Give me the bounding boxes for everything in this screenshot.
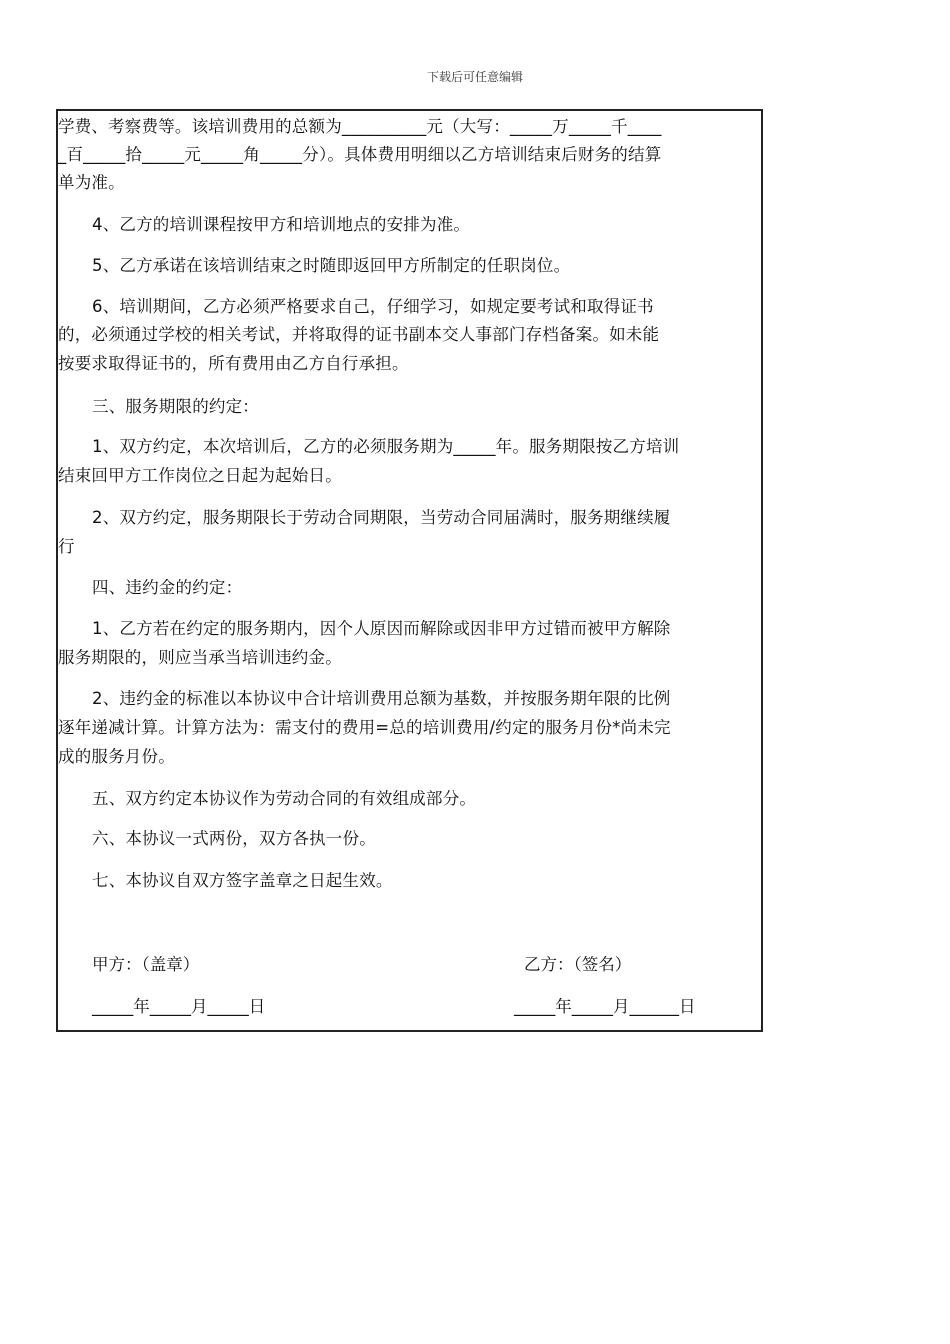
party-a-seal-label: 甲方：（盖章） — [92, 955, 200, 974]
fee-paragraph-line-1: 学费、考察费等。该培训费用的总额为__________元（大写：_____万_____千____ — [58, 117, 662, 136]
clause-6-line-1: 6、培训期间，乙方必须严格要求自己，仔细学习，如规定要考试和取得证书 — [92, 297, 654, 316]
section-3-item-2-line-2: 行 — [58, 537, 75, 556]
section-4-item-1-line-2: 服务期限的，则应当承当培训违约金。 — [58, 648, 342, 667]
section-6-heading: 六、本协议一式两份，双方各执一份。 — [92, 829, 376, 848]
party-b-signature-label: 乙方：（签名） — [524, 955, 632, 974]
party-b-date: _____年_____月______日 — [514, 997, 696, 1016]
clause-4: 4、乙方的培训课程按甲方和培训地点的安排为准。 — [92, 215, 471, 234]
fee-paragraph-line-2: _百_____拾_____元_____角_____分）。具体费用明细以乙方培训结束后财务的结算 — [58, 145, 662, 164]
section-3-item-1-line-1: 1、双方约定，本次培训后，乙方的必须服务期为_____年。服务期限按乙方培训 — [92, 437, 680, 456]
section-3-heading: 三、服务期限的约定： — [92, 397, 259, 416]
header-note: 下载后可任意编辑 — [426, 70, 523, 84]
clause-6-line-2: 的，必须通过学校的相关考试，并将取得的证书副本交人事部门存档备案。如未能 — [58, 325, 660, 344]
section-4-item-2-line-3: 成的服务月份。 — [58, 747, 175, 766]
agreement-body — [56, 109, 763, 1032]
party-a-date: _____年_____月_____日 — [92, 997, 266, 1016]
section-3-item-1-line-2: 结束回甲方工作岗位之日起为起始日。 — [58, 466, 342, 485]
section-5-heading: 五、双方约定本协议作为劳动合同的有效组成部分。 — [92, 789, 477, 808]
section-4-item-2-line-2: 逐年递减计算。计算方法为：需支付的费用=总的培训费用/约定的服务月份*尚未完 — [58, 718, 671, 737]
fee-paragraph-line-3: 单为准。 — [58, 173, 125, 192]
clause-6-line-3: 按要求取得证书的，所有费用由乙方自行承担。 — [58, 354, 409, 373]
section-3-item-2-line-1: 2、双方约定，服务期限长于劳动合同期限，当劳动合同届满时，服务期继续履 — [92, 508, 671, 527]
section-4-item-2-line-1: 2、违约金的标准以本协议中合计培训费用总额为基数，并按服务期年限的比例 — [92, 689, 671, 708]
clause-5: 5、乙方承诺在该培训结束之时随即返回甲方所制定的任职岗位。 — [92, 256, 571, 275]
section-7-heading: 七、本协议自双方签字盖章之日起生效。 — [92, 871, 393, 890]
section-4-heading: 四、违约金的约定： — [92, 578, 243, 597]
section-4-item-1-line-1: 1、乙方若在约定的服务期内，因个人原因而解除或因非甲方过错而被甲方解除 — [92, 619, 671, 638]
